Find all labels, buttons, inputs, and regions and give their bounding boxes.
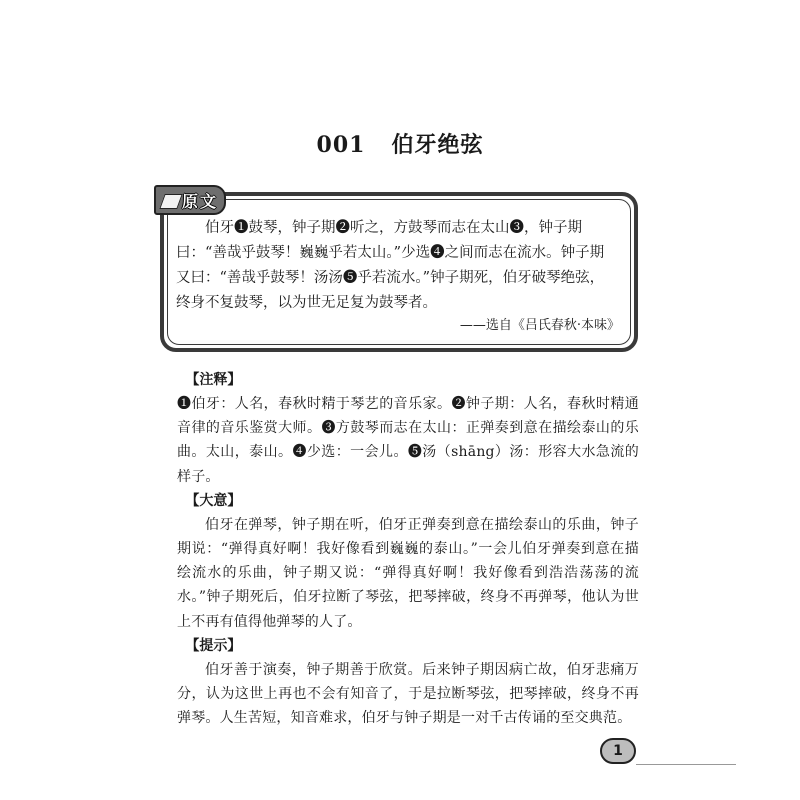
page-title [0,128,800,159]
notes-text: ❶伯牙：人名，春秋时精于琴艺的音乐家。❷钟子期：人名，春秋时精通音律的音乐鉴赏大师。❸方鼓琴而志在太山：正弹奏到意在描绘泰山的乐曲。太山，泰山。❹少选：一会儿。❺汤（shāng）汤：形容大水急流的样子。 [177,396,639,485]
title-text: 伯牙绝弦 [391,132,484,158]
meaning-heading: 【大意】 [185,492,242,509]
tag-slash-icon [159,194,182,209]
original-text: 伯牙❶鼓琴，钟子期❷听之，方鼓琴而志在太山❸，钟子期曰：“善哉乎鼓琴！巍巍乎若太山。”少选❹之间而志在流水。钟子期又曰：“善哉乎鼓琴！汤汤❺乎若流水。”钟子期死，伯牙破琴绝弦，终身不复鼓琴，以为世无足复为鼓琴者。 [176,220,605,311]
original-label: 原文 [182,192,219,211]
hint-text: 伯牙善于演奏，钟子期善于欣赏。后来钟子期因病亡故，伯牙悲痛万分，认为这世上再也不会有知音了，于是拉断琴弦，把琴摔破，终身不再弹琴。人生苦短，知音难求，伯牙与钟子期是一对千古传诵的至交典范。 [177,661,639,727]
title-number: 001 [316,132,366,158]
hint-heading: 【提示】 [185,637,242,654]
page-number: 1 [600,738,636,764]
main-content [177,368,639,730]
original-label-tag [154,185,226,215]
page-number-rule [636,764,736,765]
meaning-text: 伯牙在弹琴，钟子期在听，伯牙正弹奏到意在描绘泰山的乐曲，钟子期说：“弹得真好啊！我好像看到巍巍的泰山。”一会儿伯牙弹奏到意在描绘流水的乐曲，钟子期又说：“弹得真好啊！我好像看到浩浩荡荡的流水。”钟子期死后，伯牙拉断了琴弦，把琴摔破，终身不再弹琴，他认为世上不再有值得他弹琴的人了。 [177,516,639,630]
notes-heading: 【注释】 [185,372,242,388]
source-citation: ——选自《吕氏春秋·本味》 [459,318,620,333]
